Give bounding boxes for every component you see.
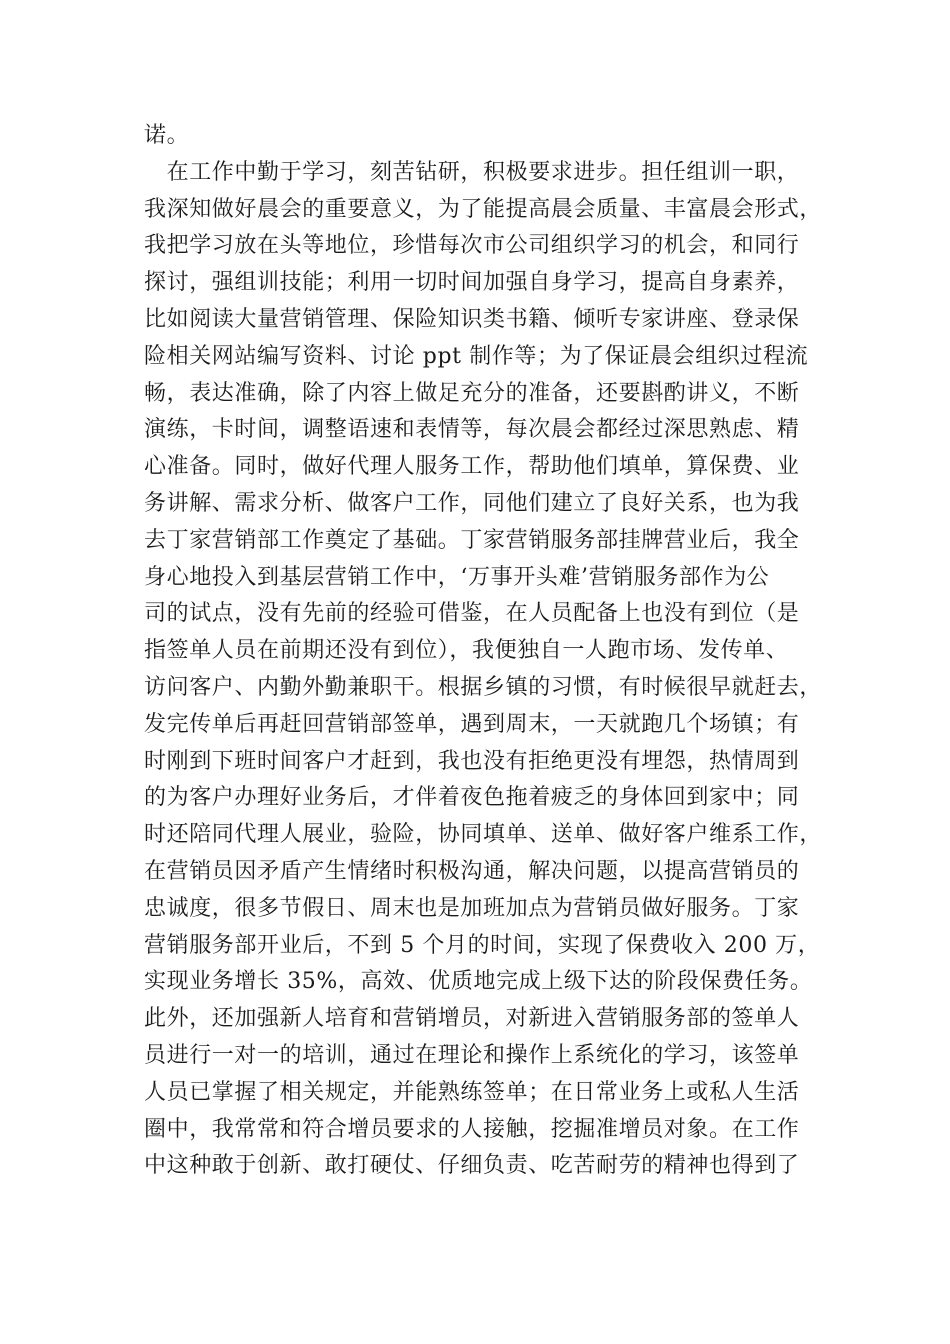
text-line: 演练，卡时间，调整语速和表情等，每次晨会都经过深思熟虑、精	[144, 417, 800, 443]
body-text	[144, 118, 824, 1185]
text-line: 务讲解、需求分析、做客户工作，同他们建立了良好关系，也为我	[144, 490, 800, 516]
text-line: 诺。	[144, 123, 190, 148]
text-line: 去丁家营销部工作奠定了基础。丁家营销服务部挂牌营业后，我全	[144, 527, 800, 553]
text-line: 身心地投入到基层营销工作中，‘万事开头难’营销服务部作为公	[144, 564, 770, 590]
text-line: 在营销员因矛盾产生情绪时积极沟通，解决问题，以提高营销员的	[144, 858, 800, 884]
text-line: 时还陪同代理人展业，验险，协同填单、送单、做好客户维系工作，	[144, 822, 823, 848]
text-line: 我深知做好晨会的重要意义，为了能提高晨会质量、丰富晨会形式，	[144, 196, 823, 222]
text-line: 营销服务部开业后，不到 5 个月的时间，实现了保费收入 200 万，	[144, 932, 821, 958]
text-line: 实现业务增长 35%，高效、优质地完成上级下达的阶段保费任务。	[144, 969, 813, 995]
text-line: 圈中，我常常和符合增员要求的人接触，挖掘准增员对象。在工作	[144, 1116, 800, 1142]
text-line: 在工作中勤于学习，刻苦钻研，积极要求进步。担任组训一职，	[144, 159, 800, 185]
text-line: 忠诚度，很多节假日、周末也是加班加点为营销员做好服务。丁家	[144, 895, 800, 921]
text-line: 时刚到下班时间客户才赶到，我也没有拒绝更没有埋怨，热情周到	[144, 748, 800, 774]
text-line: 我把学习放在头等地位，珍惜每次市公司组织学习的机会，和同行	[144, 233, 800, 259]
text-line: 发完传单后再赶回营销部签单，遇到周末，一天就跑几个场镇；有	[144, 711, 800, 737]
text-line: 司的试点，没有先前的经验可借鉴，在人员配备上也没有到位（是	[144, 601, 800, 627]
text-line: 人员已掌握了相关规定，并能熟练签单；在日常业务上或私人生活	[144, 1079, 800, 1105]
text-line: 此外，还加强新人培育和营销增员，对新进入营销服务部的签单人	[144, 1006, 800, 1032]
text-line: 的为客户办理好业务后，才伴着夜色拖着疲乏的身体回到家中；同	[144, 785, 800, 811]
text-line: 心准备。同时，做好代理人服务工作，帮助他们填单，算保费、业	[144, 454, 800, 480]
text-line: 畅，表达准确，除了内容上做足充分的准备，还要斟酌讲义，不断	[144, 380, 800, 406]
text-line: 比如阅读大量营销管理、保险知识类书籍、倾听专家讲座、登录保	[144, 306, 800, 332]
text-line: 访问客户、内勤外勤兼职干。根据乡镇的习惯，有时候很早就赶去，	[144, 674, 823, 700]
text-line: 险相关网站编写资料、讨论 ppt 制作等；为了保证晨会组织过程流	[144, 343, 809, 369]
text-line: 中这种敢于创新、敢打硬仗、仔细负责、吃苦耐劳的精神也得到了	[144, 1153, 800, 1179]
text-line: 员进行一对一的培训，通过在理论和操作上系统化的学习，该签单	[144, 1042, 800, 1068]
text-line: 指签单人员在前期还没有到位），我便独自一人跑市场、发传单、	[144, 638, 789, 664]
text-line: 探讨，强组训技能；利用一切时间加强自身学习，提高自身素养，	[144, 270, 800, 296]
